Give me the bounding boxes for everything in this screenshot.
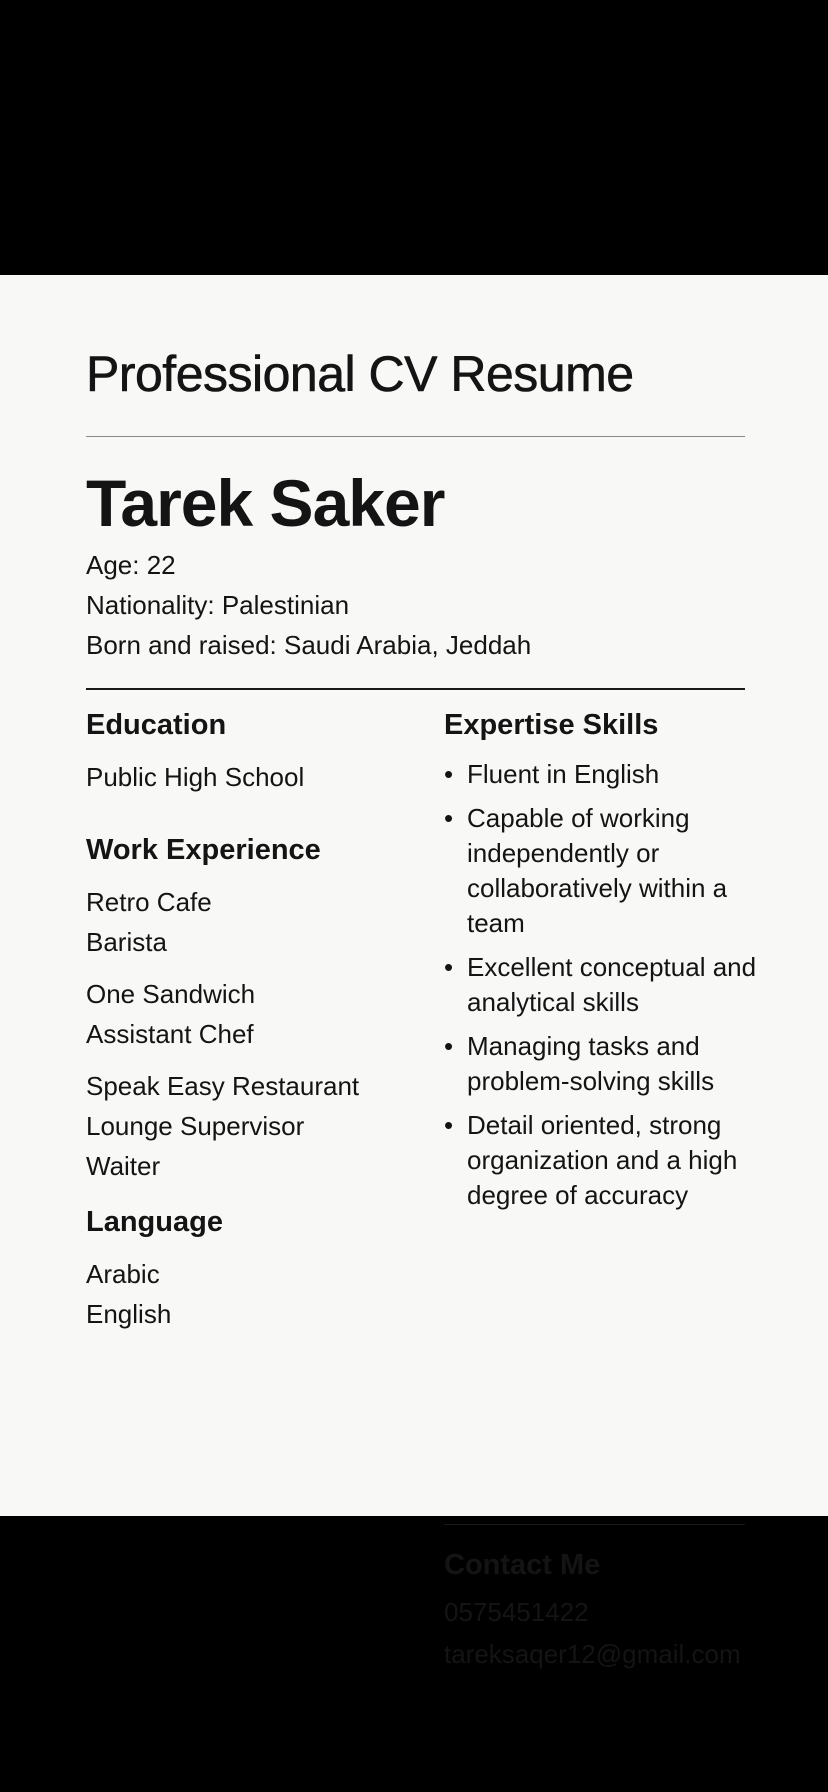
bullet-icon: • bbox=[444, 759, 454, 789]
job-role: Barista bbox=[86, 927, 167, 957]
job-entry bbox=[86, 1066, 359, 1186]
skill-item: • Excellent conceptual and analytical skills bbox=[444, 952, 757, 1017]
job-entry bbox=[86, 974, 359, 1054]
skill-item: • Capable of working independently or collaboratively within a team bbox=[444, 803, 728, 938]
bullet-icon: • bbox=[444, 952, 454, 982]
job-role: Assistant Chef bbox=[86, 1019, 254, 1049]
language-item: Arabic bbox=[86, 1259, 160, 1289]
work-heading: Work Experience bbox=[86, 834, 321, 866]
job-entry bbox=[86, 882, 359, 962]
skill-item: • Managing tasks and problem-solving skills bbox=[444, 1031, 715, 1096]
title-divider bbox=[86, 436, 745, 437]
language-heading: Language bbox=[86, 1206, 223, 1238]
skills-list bbox=[444, 757, 764, 1213]
birthplace-line: Born and raised: Saudi Arabia, Jeddah bbox=[86, 630, 532, 660]
right-column bbox=[444, 705, 764, 1669]
phone-number: 0575451422 bbox=[444, 1597, 589, 1627]
skills-section bbox=[444, 705, 764, 1213]
personal-info bbox=[86, 545, 531, 665]
job-role: Lounge Supervisor bbox=[86, 1111, 305, 1141]
resume-page bbox=[0, 275, 828, 1669]
job-place: Speak Easy Restaurant bbox=[86, 1071, 360, 1101]
language-item: English bbox=[86, 1299, 172, 1329]
contact-section bbox=[444, 1545, 741, 1675]
bullet-icon: • bbox=[444, 1110, 454, 1140]
document-title: Professional CV Resume bbox=[86, 346, 634, 402]
job-place: One Sandwich bbox=[86, 979, 256, 1009]
education-item: Public High School bbox=[86, 762, 305, 792]
language-section bbox=[86, 1202, 223, 1334]
bullet-icon: • bbox=[444, 803, 454, 833]
education-heading: Education bbox=[86, 709, 227, 741]
age-line: Age: 22 bbox=[86, 550, 176, 580]
contact-divider bbox=[444, 1524, 745, 1525]
skills-heading: Expertise Skills bbox=[444, 709, 659, 741]
skill-item: • Detail oriented, strong organization and a high degree of accuracy bbox=[444, 1110, 738, 1210]
education-section bbox=[86, 705, 304, 797]
contact-heading: Contact Me bbox=[444, 1549, 601, 1581]
job-role: Waiter bbox=[86, 1151, 161, 1181]
job-place: Retro Cafe bbox=[86, 887, 212, 917]
bullet-icon: • bbox=[444, 1031, 454, 1061]
candidate-name: Tarek Saker bbox=[86, 466, 445, 540]
email-address: tareksaqer12@gmail.com bbox=[444, 1639, 741, 1669]
skill-item: • Fluent in English bbox=[444, 757, 764, 792]
nationality-line: Nationality: Palestinian bbox=[86, 590, 350, 620]
section-divider bbox=[86, 688, 745, 690]
work-experience-section bbox=[86, 830, 359, 1186]
